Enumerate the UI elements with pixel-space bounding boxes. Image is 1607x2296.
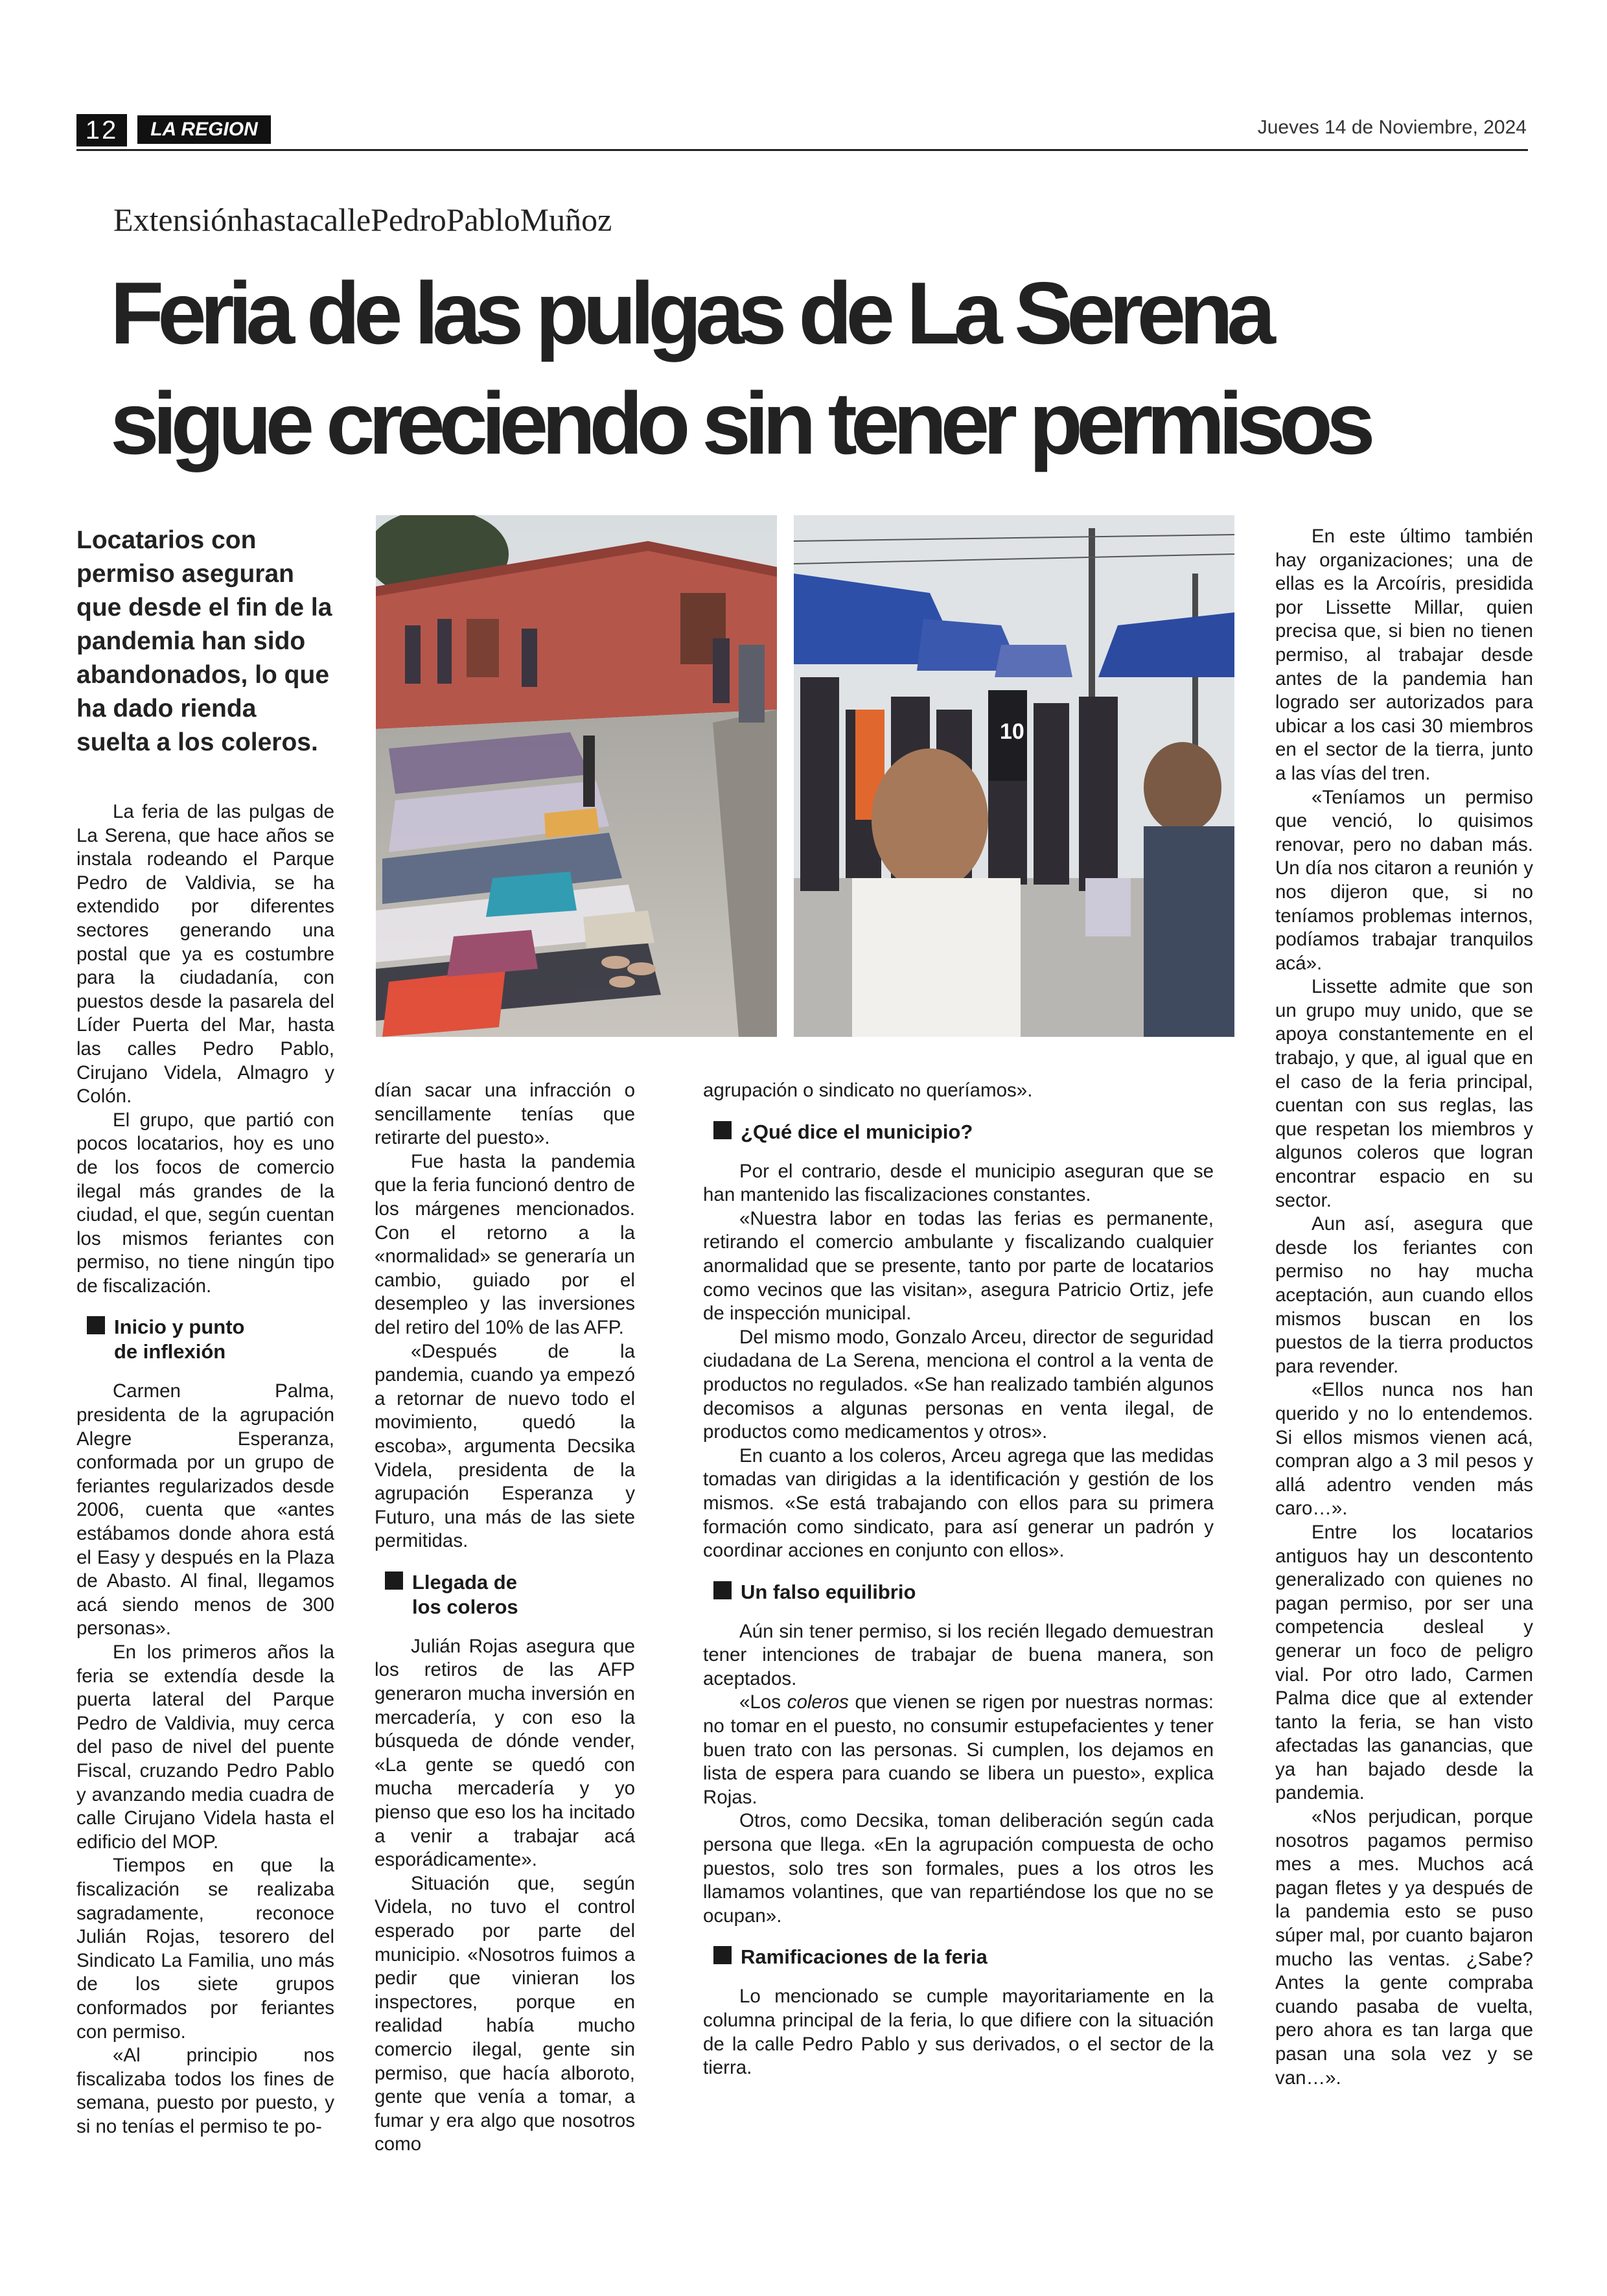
kicker: ExtensiónhastacallePedroPabloMuñoz [113,202,612,238]
text-run: «Los [739,1691,787,1713]
paragraph [703,1691,1214,1809]
paragraph: Carmen Palma, presidenta de la agrupación Alegre Esperanza, conformada por un grupo de feriantes regularizados desde 2006, cuenta que «antes estábamos donde ahora está el Easy y después en la Plaza de Abasto. Al final, llegamos acá siendo menos de 300 personas». [76,1380,334,1640]
subheading-equilibrio [703,1580,1214,1605]
paragraph: Aún sin tener permiso, si los recién llegado demuestran tener intenciones de trabajar de buena manera, son aceptados. [703,1620,1214,1689]
bullet-square-icon [385,1571,403,1590]
publication-logo: LA REGION [137,115,271,144]
page-number: 12 [76,114,127,146]
paragraph: Aun así, asegura que desde los feriantes con permiso no hay mucha aceptación, aun cuando ellos mismos buscan en los puestos de la tierra productos para revender. [1275,1213,1533,1377]
paragraph: El grupo, que partió con pocos locatarios, hoy es uno de los focos de comercio ilegal más grandes de la ciudad, el que, según cuentan los mismos feriantes con permiso, no tiene ningún tipo de fiscalización. [76,1109,334,1297]
paragraph: dían sacar una infracción o sencillamente tenías que retirarte del puesto». [375,1080,635,1149]
subheading-text: ¿Qué dice el municipio? [741,1120,973,1143]
column-4 [1275,525,1533,2090]
paragraph: Tiempos en que la fiscalización se realizaba sagradamente, reconoce Julián Rojas, tesorero del Sindicato La Familia, uno más de los siete grupos conformados por feriantes con permiso. [76,1855,334,2043]
paragraph: Del mismo modo, Gonzalo Arceu, director de seguridad ciudadana de La Serena, menciona el control a la venta de productos no regulados. «Se han realizado también algunos decomisos a algunas personas en venta ilegal, de productos como medicamentos y otros». [703,1326,1214,1443]
paragraph: «Después de la pandemia, cuando ya empezó a retornar de nuevo todo el movimiento, quedó la escoba», argumenta Decsika Videla, presidenta de la agrupación Esperanza y Futuro, una más de las siete permitidas. [375,1340,635,1552]
paragraph: Lo mencionado se cumple mayoritariamente en la columna principal de la feria, lo que difiere con la situación de la calle Pedro Pablo y sus derivados, o el sector de la tierra. [703,1986,1214,2079]
paragraph: «Nuestra labor en todas las ferias es permanente, retirando el comercio ambulante y fiscalizando cualquier anormalidad que se presente, tanto por parte de locatarios como vecinos que las visitan», asegura Patricio Ortiz, jefe de inspección municipal. [703,1207,1214,1325]
issue-date: Jueves 14 de Noviembre, 2024 [1257,117,1527,138]
paragraph: En los primeros años la feria se extendía desde la puerta lateral del Parque Pedro de Valdivia, muy cerca del paso de nivel del puente Fiscal, cruzando Pedro Pablo y avanzando media cuadra de calle Cirujano Videla hasta el edificio del MOP. [76,1641,334,1853]
text-run: que vienen se rigen por nuestras normas: no tomar en el puesto, no consumir estupefacientes y tener buen trato con las personas. Si cumplen, los dejamos en lista de espera para cuando se libera un puesto», explica Rojas. [703,1691,1214,1808]
paragraph: «Al principio nos fiscalizaba todos los fines de semana, puesto por puesto, y si no tenías el permiso te po- [76,2045,334,2137]
paragraph: Otros, como Decsika, toman deliberación según cada persona que llega. «En la agrupación compuesta de ocho puestos, solo tres son formales, pues a los otros les llamamos volantines, que van repartiéndose los que no se ocupan». [703,1810,1214,1927]
paragraph: «Teníamos un permiso que venció, lo quisimos renovar, pero no daban más. Un día nos citaron a reunión y nos dijeron que, si no teníamos problemas internos, podíamos trabajar tranquilos acá». [1275,786,1533,974]
bullet-square-icon [713,1581,732,1599]
paragraph: Julián Rojas asegura que los retiros de las AFP generaron mucha inversión en mercadería, y con eso la búsqueda de dónde vender, «La gente se quedó con mucha mercadería y yo pienso que eso los ha incitado a venir a trabajar acá esporádicamente». [375,1635,635,1871]
subheading-text: Llegada de [412,1570,517,1594]
subheading-text: Ramificaciones de la feria [741,1945,988,1969]
headline-line-1: Feria de las pulgas de La Serena [110,264,1269,362]
paragraph: La feria de las pulgas de La Serena, que hace años se instala rodeando el Parque Pedro de Valdivia, se ha extendido por diferentes sectores generando una postal que ya es costumbre para la ciudadanía, con puestos desde la pasarela del Líder Puerta del Mar, hasta las calles Pedro Pablo, Cirujano Videla, Almagro y Colón. [76,801,334,1107]
paragraph: Por el contrario, desde el municipio aseguran que se han mantenido las fiscalizaciones constantes. [703,1160,1214,1206]
lede: Locatarios con permiso aseguran que desde el fin de la pandemia han sido abandonados, lo que ha dado rienda suelta a los coleros. [76,526,332,756]
subheading-text: Inicio y punto [114,1316,245,1339]
subheading-ramificaciones [703,1945,1214,1969]
subheading-llegada [375,1570,635,1619]
paragraph: «Nos perjudican, porque nosotros pagamos permiso mes a mes. Muchos acá pagan fletes y ya después de la pandemia esto se puso súper mal, por cuanto bajaron mucho las ventas. ¿Sabe? Antes la gente compraba cuando pasaba de vuelta, pero ahora es tan larga que pasan una sola vez y se van…». [1275,1806,1533,2089]
paragraph: Entre los locatarios antiguos hay un descontento generalizado con quienes no pagan permiso, por ser una competencia desleal y generar un foco de peligro vial. Por otro lado, Carmen Palma dice que al extender tanto la feria, se han visto afectadas las ganancias, que ya han bajado desde la pandemia. [1275,1521,1533,1804]
column-3 [703,1079,1214,2080]
paragraph: agrupación o sindicato no queríamos». [703,1080,1033,1101]
bullet-square-icon [713,1946,732,1964]
paragraph: Lissette admite que son un grupo muy unido, que se apoya constantemente en el trabajo, y que, al igual que en el caso de la feria principal, cuentan con sus reglas, las que respetan los miembros y algunos coleros que logran encontrar espacio en su sector. [1275,976,1533,1211]
header-rule [76,149,1528,151]
subheading-text: los coleros [412,1595,518,1618]
svg-text:10: 10 [1000,719,1024,744]
bullet-square-icon [87,1316,105,1334]
paragraph: «Ellos nunca nos han querido y no lo entendemos. Si ellos mismos vienen acá, compran algo a 3 mil pesos y allá adentro venden más caro…». [1275,1379,1533,1520]
column-2 [375,1079,635,2157]
subheading-inicio [76,1315,334,1364]
paragraph: Fue hasta la pandemia que la feria funcionó dentro de los márgenes mencionados. Con el retorno a la «normalidad» se generaría un cambio, guiado por el desempleo y las inversiones del retiro del 10% de las AFP. [375,1150,635,1338]
paragraph: Situación que, según Videla, no tuvo el control esperado por parte del municipio. «Nosotros fuimos a pedir que vinieran los inspectores, porque en realidad había mucho comercio ilegal, gente sin permiso, que hacía alboroto, gente que venía a tomar, a fumar y era algo que nosotros como [375,1872,635,2155]
photo-ground-stalls [376,515,777,1037]
paragraph: En este último también hay organizaciones; una de ellas es la Arcoíris, presidida por Lissette Millar, quien precisa que, si bien no tienen permiso, al trabajar desde antes de la pandemia han logrado ser autorizados para ubicar a los casi 30 miembros en el sector de la tierra, junto a las vías del tren. [1275,526,1533,784]
paragraph: En cuanto a los coleros, Arceu agrega que las medidas tomadas van dirigidas a la identificación y gestión de los mismos. «Se está trabajando con ellos para su primera formación como sindicato, para así generar un padrón y coordinar acciones en conjunto con ellos». [703,1444,1214,1562]
bullet-square-icon [713,1121,732,1139]
subheading-text: de inflexión [114,1340,226,1363]
column-1 [76,800,334,2139]
subheading-municipio [703,1120,1214,1144]
photo-crowd-tents [794,515,1234,1037]
subheading-text: Un falso equilibrio [741,1580,916,1603]
text-run-italic: coleros [787,1691,849,1713]
headline-line-2: sigue creciendo sin tener permisos [110,374,1369,472]
